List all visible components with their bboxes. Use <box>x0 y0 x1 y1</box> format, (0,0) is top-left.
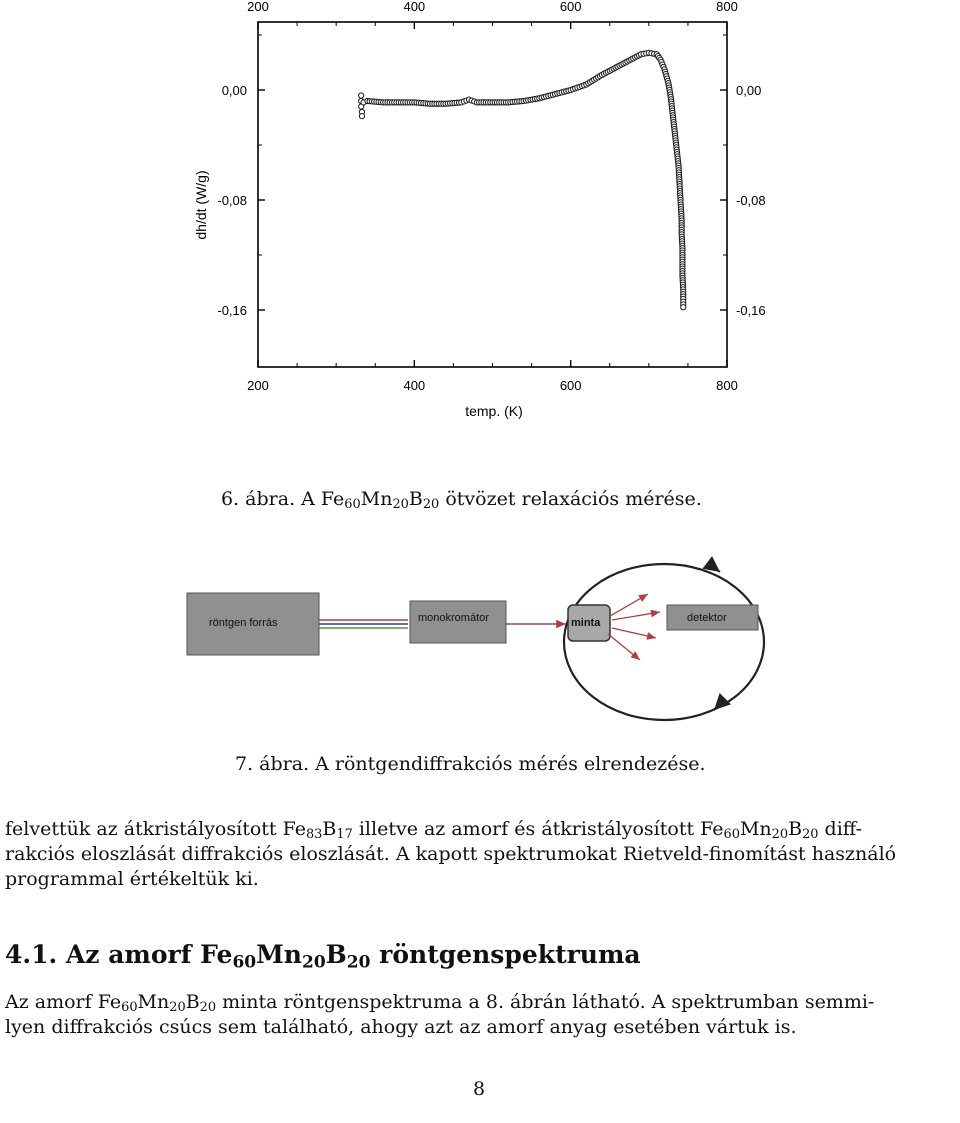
paragraph-2 <box>5 990 957 1040</box>
data-series <box>359 50 686 310</box>
y-axis-label: dh/dt (W/g) <box>193 170 209 240</box>
y-tick-label-right: -0,16 <box>736 303 766 318</box>
detector-label: detektor <box>687 612 727 624</box>
x-tick-label-bottom: 200 <box>247 378 269 393</box>
monochromator-label: monokromátor <box>418 612 489 624</box>
y-tick-label-left: 0,00 <box>221 83 247 98</box>
paragraph-2-line-1: Az amorf $Fe_{60}Mn_{20}B_{20}$ minta röntgenspektruma a 8. ábrán látható. A spektrumban semmi- <box>5 991 875 1016</box>
data-point <box>681 305 686 310</box>
section-heading: 4.1. Az amorf $Fe_{60}Mn_{20}B_{20}$ röntgenspektruma <box>5 940 641 973</box>
figure-7-caption: 7. ábra. A röntgendiffrakciós mérés elrendezése. <box>235 753 706 775</box>
x-tick-label-top: 200 <box>247 0 269 14</box>
paragraph-1-line-3: programmal értékeltük ki. <box>5 868 259 890</box>
paragraph-2-line-2: lyen diffrakciós csúcs sem található, ahogy azt az amorf anyag esetében vártuk is. <box>5 1016 797 1038</box>
source-label: röntgen forrás <box>209 617 278 629</box>
data-point <box>359 93 364 98</box>
x-tick-label-bottom: 600 <box>559 378 582 393</box>
figure-6-caption: 6. ábra. A $Fe_{60}Mn_{20}B_{20}$ ötvözet relaxációs mérése. <box>221 488 702 513</box>
sample-label: minta <box>571 617 601 629</box>
plot-frame <box>258 22 727 367</box>
y-tick-label-right: -0,08 <box>736 193 766 208</box>
xrd-setup-diagram <box>0 540 960 740</box>
x-axis-label: temp. (K) <box>465 403 523 419</box>
paragraph-1 <box>5 817 957 892</box>
x-tick-label-top: 600 <box>559 0 582 14</box>
x-tick-label-bottom: 800 <box>716 378 738 393</box>
data-point <box>359 114 364 119</box>
y-tick-label-right: 0,00 <box>736 83 762 98</box>
paragraph-1-line-2: rakciós eloszlását diffrakciós eloszlását. A kapott spektrumokat Rietveld-finomítást használó <box>5 843 897 865</box>
y-tick-label-left: -0,08 <box>217 193 247 208</box>
paragraph-1-line-1: felvettük az átkristályosított $Fe_{83}B_{17}$ illetve az amorf és átkristályosított $Fe_{60}Mn_{20}B_{20}$ diff- <box>5 818 863 843</box>
goniometer-circle <box>564 564 764 720</box>
y-tick-label-left: -0,16 <box>217 303 247 318</box>
x-tick-label-top: 400 <box>403 0 426 14</box>
x-tick-label-bottom: 400 <box>403 378 426 393</box>
page-number: 8 <box>473 1078 486 1100</box>
relaxation-chart <box>0 0 960 440</box>
x-tick-label-top: 800 <box>716 0 738 14</box>
